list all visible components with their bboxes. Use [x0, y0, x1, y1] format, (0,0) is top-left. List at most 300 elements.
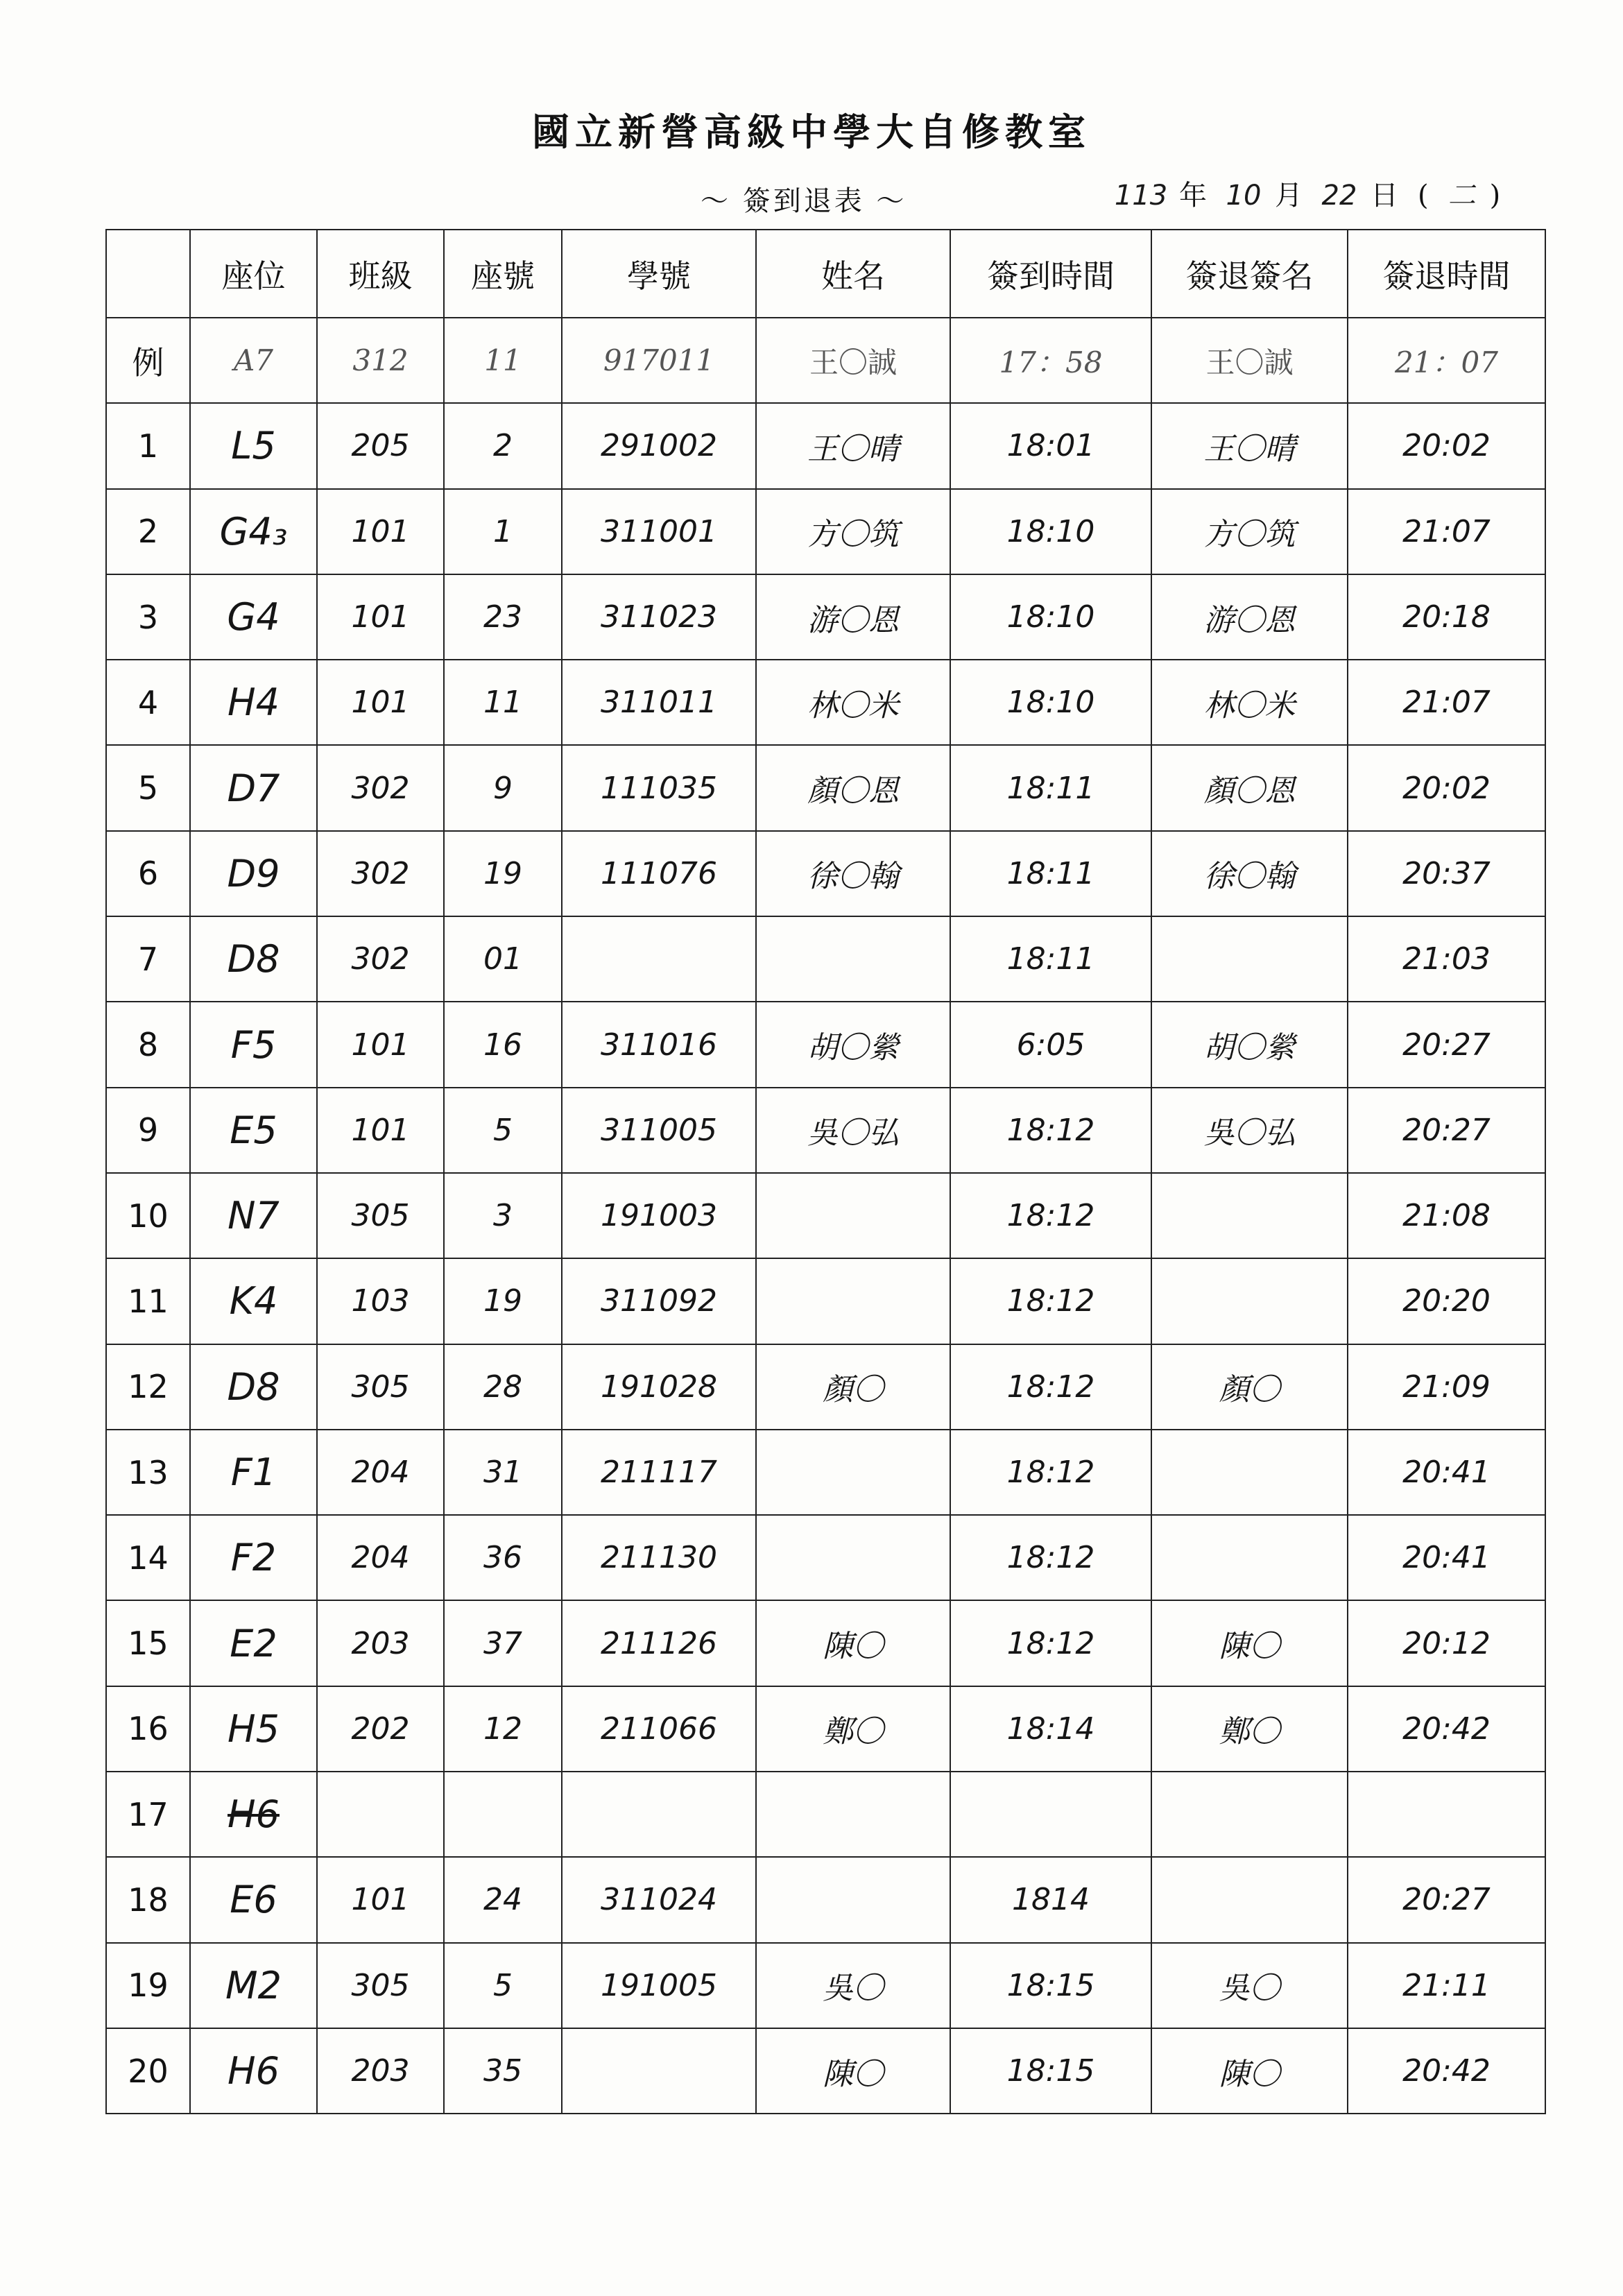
sign-out-time-cell-text: 20:42 — [1402, 1711, 1491, 1747]
date-month-unit: 月 — [1275, 180, 1303, 212]
sign-out-time-cell-text: 21:11 — [1402, 1967, 1491, 2003]
class-cell — [317, 745, 444, 830]
sign-in-time-cell-text: 18:12 — [1006, 1112, 1095, 1148]
sign-in-time-cell — [950, 916, 1151, 1002]
seat-cell — [190, 745, 317, 830]
seat-cell — [190, 1344, 317, 1430]
sign-in-time-cell-text: 18:12 — [1006, 1455, 1095, 1490]
class-cell — [317, 1686, 444, 1772]
seat-no-cell-text: 01 — [483, 941, 522, 977]
student-id-cell-text: 311023 — [601, 599, 717, 635]
class-cell — [317, 1772, 444, 1857]
seat-no-cell-text: 31 — [483, 1455, 522, 1490]
sign-out-signature-cell-text: 顏〇恩 — [1203, 773, 1296, 809]
class-cell-text: 101 — [351, 1112, 410, 1148]
table-row — [106, 831, 1545, 916]
table-header-row — [106, 230, 1545, 318]
seat-cell-text: H5 — [227, 1706, 280, 1751]
student-id-cell-text: 311092 — [601, 1283, 717, 1319]
row-number-text: 3 — [137, 598, 159, 636]
header-index — [106, 230, 190, 318]
sign-out-time-cell — [1348, 574, 1545, 660]
seat-no-cell-text: 35 — [483, 2053, 522, 2089]
class-cell — [317, 1258, 444, 1344]
sign-out-signature-cell-text: 吳〇弘 — [1203, 1115, 1296, 1151]
seat-no-cell-text: 1 — [493, 513, 513, 549]
row-number — [106, 1772, 190, 1857]
row-number-text: 12 — [128, 1368, 169, 1406]
sign-in-time-cell-text: 6:05 — [1016, 1027, 1085, 1063]
seat-no-cell — [444, 1686, 562, 1772]
table-row — [106, 403, 1545, 488]
example-seat-no: 11 — [444, 318, 562, 403]
table-row — [106, 1857, 1545, 1942]
student-id-cell-text: 111035 — [601, 770, 717, 806]
student-id-cell — [562, 1258, 756, 1344]
table-row — [106, 745, 1545, 830]
seat-cell-text: D8 — [227, 937, 280, 982]
row-number-text: 14 — [128, 1539, 169, 1577]
sign-in-time-cell-text: 18:12 — [1006, 1283, 1095, 1319]
seat-cell — [190, 1686, 317, 1772]
seat-no-cell — [444, 1258, 562, 1344]
sign-in-time-cell — [950, 1258, 1151, 1344]
student-id-cell — [562, 1857, 756, 1942]
seat-no-cell-text: 19 — [483, 855, 522, 891]
seat-cell — [190, 1857, 317, 1942]
sheet-subtitle: ～ 簽到退表 ～ — [701, 185, 907, 217]
class-cell — [317, 489, 444, 574]
row-number — [106, 660, 190, 745]
class-cell-text: 202 — [351, 1711, 410, 1747]
sign-in-time-cell — [950, 1515, 1151, 1600]
name-cell — [756, 1173, 950, 1258]
seat-cell-text: E2 — [230, 1621, 277, 1665]
header-sign-out-time: 簽退時間 — [1348, 230, 1545, 318]
seat-no-cell — [444, 1173, 562, 1258]
seat-no-cell — [444, 1857, 562, 1942]
sign-in-time-cell — [950, 831, 1151, 916]
seat-cell — [190, 489, 317, 574]
student-id-cell-text: 211066 — [601, 1711, 717, 1747]
row-number — [106, 1088, 190, 1173]
sign-in-time-cell — [950, 1430, 1151, 1515]
seat-cell-text: D8 — [227, 1364, 280, 1409]
example-student-id: 917011 — [562, 318, 756, 403]
row-number-text: 8 — [137, 1026, 159, 1064]
row-number-text: 17 — [128, 1795, 169, 1833]
seat-cell-text: H6 — [227, 1792, 280, 1837]
class-cell-text: 203 — [351, 2053, 410, 2089]
row-number-text: 20 — [128, 2052, 169, 2090]
seat-no-cell — [444, 745, 562, 830]
row-number — [106, 403, 190, 488]
table-row — [106, 1173, 1545, 1258]
sign-in-time-cell-text: 18:12 — [1006, 1625, 1095, 1661]
seat-no-cell — [444, 1088, 562, 1173]
sign-out-signature-cell — [1151, 1344, 1348, 1430]
sign-out-signature-cell-text: 王〇晴 — [1203, 431, 1296, 467]
sign-in-time-cell-text: 18:11 — [1006, 941, 1095, 977]
sign-out-signature-cell — [1151, 660, 1348, 745]
sign-out-signature-cell-text: 胡〇縈 — [1203, 1030, 1296, 1066]
header-sign-in-time: 簽到時間 — [950, 230, 1151, 318]
sign-out-signature-cell — [1151, 1857, 1348, 1942]
student-id-cell-text: 311001 — [601, 513, 717, 549]
example-sign-out: 21：07 — [1348, 318, 1545, 403]
row-number-text: 16 — [128, 1710, 169, 1748]
seat-cell-text: G4₃ — [219, 509, 288, 554]
name-cell-text: 陳〇 — [823, 1629, 884, 1665]
sign-in-time-cell — [950, 1943, 1151, 2028]
date-weekday: 二 — [1448, 180, 1476, 212]
name-cell-text: 陳〇 — [823, 2056, 884, 2092]
date-year-unit: 年 — [1179, 180, 1207, 212]
sign-in-time-cell — [950, 745, 1151, 830]
class-cell — [317, 1002, 444, 1087]
sign-in-time-cell — [950, 1600, 1151, 1686]
name-cell — [756, 1344, 950, 1430]
row-number — [106, 1515, 190, 1600]
table-row — [106, 1515, 1545, 1600]
seat-no-cell-text: 2 — [493, 428, 513, 464]
sign-out-signature-cell — [1151, 1943, 1348, 2028]
sign-out-time-cell — [1348, 831, 1545, 916]
seat-no-cell-text: 9 — [493, 770, 513, 806]
sign-out-signature-cell — [1151, 916, 1348, 1002]
table-row — [106, 489, 1545, 574]
table-row — [106, 2028, 1545, 2114]
sign-out-signature-cell-text: 吳〇 — [1219, 1971, 1280, 2007]
seat-no-cell-text: 12 — [483, 1711, 522, 1747]
row-number-text: 1 — [137, 427, 159, 465]
sign-in-time-cell-text: 18:12 — [1006, 1369, 1095, 1405]
class-cell-text: 203 — [351, 1625, 410, 1661]
seat-cell-text: F1 — [230, 1450, 277, 1494]
row-number — [106, 2028, 190, 2114]
name-cell — [756, 1515, 950, 1600]
row-number — [106, 489, 190, 574]
sign-out-time-cell — [1348, 1344, 1545, 1430]
header-seat: 座位 — [190, 230, 317, 318]
student-id-cell-text: 191005 — [601, 1967, 717, 2003]
row-number — [106, 916, 190, 1002]
sign-out-signature-cell-text: 游〇恩 — [1203, 602, 1296, 638]
sign-out-time-cell — [1348, 660, 1545, 745]
class-cell-text: 302 — [351, 941, 410, 977]
sign-out-signature-cell-text: 顏〇 — [1219, 1372, 1280, 1408]
class-cell-text: 205 — [351, 428, 410, 464]
name-cell — [756, 1943, 950, 2028]
row-number — [106, 745, 190, 830]
row-number — [106, 1344, 190, 1430]
sign-in-time-cell-text: 18:11 — [1006, 770, 1095, 806]
sign-out-time-cell — [1348, 916, 1545, 1002]
seat-cell — [190, 1088, 317, 1173]
row-number — [106, 1258, 190, 1344]
table-row — [106, 1772, 1545, 1857]
name-cell-text: 吳〇 — [823, 1971, 884, 2007]
sign-out-signature-cell — [1151, 745, 1348, 830]
sign-out-signature-cell — [1151, 1002, 1348, 1087]
sign-in-time-cell-text: 18:10 — [1006, 685, 1095, 721]
sign-out-time-cell-text: 20:41 — [1402, 1455, 1491, 1490]
seat-cell-text: F5 — [230, 1022, 277, 1067]
sign-out-signature-cell — [1151, 403, 1348, 488]
sign-in-time-cell — [950, 1088, 1151, 1173]
name-cell — [756, 831, 950, 916]
student-id-cell — [562, 745, 756, 830]
seat-cell — [190, 831, 317, 916]
seat-no-cell-text: 37 — [483, 1625, 522, 1661]
sign-out-time-cell-text: 20:02 — [1402, 770, 1491, 806]
student-id-cell — [562, 1515, 756, 1600]
seat-no-cell-text: 19 — [483, 1283, 522, 1319]
sign-out-signature-cell-text: 徐〇翰 — [1203, 859, 1296, 895]
student-id-cell — [562, 1173, 756, 1258]
row-number-text: 18 — [128, 1881, 169, 1919]
class-cell-text: 204 — [351, 1455, 410, 1490]
name-cell — [756, 1088, 950, 1173]
sign-out-time-cell — [1348, 1857, 1545, 1942]
class-cell — [317, 403, 444, 488]
student-id-cell-text: 191003 — [601, 1198, 717, 1234]
student-id-cell-text: 311024 — [601, 1882, 717, 1918]
name-cell-text: 方〇筑 — [807, 517, 899, 553]
seat-no-cell-text: 16 — [483, 1027, 522, 1063]
sign-out-signature-cell — [1151, 1430, 1348, 1515]
sign-out-signature-cell-text: 陳〇 — [1219, 2056, 1280, 2092]
sign-in-time-cell-text: 18:12 — [1006, 1198, 1095, 1234]
student-id-cell — [562, 1943, 756, 2028]
student-id-cell — [562, 1344, 756, 1430]
date-month: 10 — [1226, 180, 1262, 212]
seat-cell-text: M2 — [225, 1963, 282, 2007]
seat-no-cell — [444, 1002, 562, 1087]
row-number — [106, 1002, 190, 1087]
name-cell — [756, 1857, 950, 1942]
row-number-text: 13 — [128, 1453, 169, 1491]
sign-out-time-cell-text: 21:09 — [1402, 1369, 1491, 1405]
sign-in-time-cell — [950, 489, 1151, 574]
example-seat: A7 — [190, 318, 317, 403]
student-id-cell — [562, 1686, 756, 1772]
name-cell — [756, 660, 950, 745]
sign-in-time-cell-text: 18:14 — [1006, 1711, 1095, 1747]
table-row — [106, 1344, 1545, 1430]
sign-in-time-cell — [950, 1002, 1151, 1087]
class-cell — [317, 1344, 444, 1430]
sign-out-time-cell — [1348, 489, 1545, 574]
sign-in-time-cell-text: 18:12 — [1006, 1540, 1095, 1576]
seat-cell — [190, 1258, 317, 1344]
seat-cell-text: E5 — [230, 1108, 277, 1152]
sign-out-signature-cell — [1151, 1088, 1348, 1173]
student-id-cell-text: 311011 — [601, 685, 717, 721]
student-id-cell — [562, 403, 756, 488]
name-cell — [756, 1002, 950, 1087]
class-cell-text: 305 — [351, 1369, 410, 1405]
sign-out-signature-cell-text: 鄭〇 — [1219, 1714, 1280, 1750]
seat-cell-text: G4 — [227, 595, 280, 640]
seat-no-cell-text: 28 — [483, 1369, 522, 1405]
row-number-text: 5 — [137, 769, 159, 807]
sign-out-time-cell-text: 20:02 — [1402, 428, 1491, 464]
sign-in-time-cell-text: 18:11 — [1006, 855, 1095, 891]
sign-out-time-cell — [1348, 1088, 1545, 1173]
table-row — [106, 574, 1545, 660]
sign-out-time-cell-text: 20:27 — [1402, 1112, 1491, 1148]
sign-out-signature-cell — [1151, 1772, 1348, 1857]
class-cell — [317, 2028, 444, 2114]
seat-cell — [190, 1600, 317, 1686]
student-id-cell-text: 311005 — [601, 1112, 717, 1148]
seat-cell — [190, 1515, 317, 1600]
sign-out-time-cell — [1348, 1515, 1545, 1600]
seat-no-cell — [444, 831, 562, 916]
seat-no-cell — [444, 489, 562, 574]
name-cell — [756, 1772, 950, 1857]
student-id-cell — [562, 831, 756, 916]
student-id-cell — [562, 2028, 756, 2114]
class-cell — [317, 574, 444, 660]
example-sign-in: 17：58 — [950, 318, 1151, 403]
seat-cell-text: D9 — [227, 851, 280, 896]
sign-out-time-cell-text: 20:42 — [1402, 2053, 1491, 2089]
sign-in-time-cell — [950, 1686, 1151, 1772]
table-row — [106, 1943, 1545, 2028]
row-number — [106, 1857, 190, 1942]
name-cell-text: 顏〇恩 — [807, 773, 899, 809]
class-cell-text: 302 — [351, 770, 410, 806]
name-cell — [756, 574, 950, 660]
date-day: 22 — [1321, 180, 1357, 212]
sign-out-signature-cell-text: 林〇米 — [1203, 687, 1296, 723]
seat-no-cell — [444, 1344, 562, 1430]
sign-in-time-cell — [950, 1344, 1151, 1430]
student-id-cell — [562, 489, 756, 574]
class-cell-text: 101 — [351, 513, 410, 549]
name-cell-text: 林〇米 — [807, 687, 899, 723]
header-seat-no: 座號 — [444, 230, 562, 318]
class-cell-text: 302 — [351, 855, 410, 891]
sign-out-time-cell — [1348, 1943, 1545, 2028]
sign-out-time-cell-text: 20:41 — [1402, 1540, 1491, 1576]
name-cell — [756, 489, 950, 574]
sign-out-signature-cell — [1151, 489, 1348, 574]
student-id-cell-text: 211130 — [601, 1540, 717, 1576]
name-cell-text: 徐〇翰 — [807, 859, 899, 895]
name-cell — [756, 1258, 950, 1344]
seat-no-cell-text: 5 — [493, 1112, 513, 1148]
attendance-table — [105, 229, 1546, 2114]
row-number-text: 2 — [137, 513, 159, 551]
name-cell — [756, 1600, 950, 1686]
sign-out-time-cell — [1348, 745, 1545, 830]
class-cell — [317, 1430, 444, 1515]
seat-no-cell — [444, 2028, 562, 2114]
seat-cell — [190, 403, 317, 488]
sign-in-time-cell-text: 1814 — [1012, 1882, 1090, 1918]
example-label: 例 — [106, 318, 190, 403]
row-number — [106, 1600, 190, 1686]
sign-in-time-cell — [950, 403, 1151, 488]
seat-no-cell — [444, 1430, 562, 1515]
class-cell — [317, 1600, 444, 1686]
seat-cell-text: E6 — [230, 1878, 277, 1922]
sign-out-time-cell-text: 21:07 — [1402, 685, 1491, 721]
sign-out-time-cell-text: 21:08 — [1402, 1198, 1491, 1234]
class-cell — [317, 916, 444, 1002]
sign-out-time-cell-text: 20:20 — [1402, 1283, 1491, 1319]
table-row — [106, 916, 1545, 1002]
class-cell-text: 305 — [351, 1198, 410, 1234]
seat-cell-text: D7 — [227, 766, 280, 810]
sign-in-time-cell-text: 18:10 — [1006, 599, 1095, 635]
sign-out-time-cell — [1348, 1173, 1545, 1258]
student-id-cell — [562, 916, 756, 1002]
class-cell — [317, 660, 444, 745]
seat-no-cell — [444, 660, 562, 745]
seat-cell-text: H4 — [227, 680, 280, 725]
table-row — [106, 1088, 1545, 1173]
date-day-unit: 日 — [1371, 180, 1398, 212]
class-cell-text: 305 — [351, 1967, 410, 2003]
student-id-cell-text: 311016 — [601, 1027, 717, 1063]
class-cell-text: 101 — [351, 1882, 410, 1918]
sign-out-time-cell-text: 21:07 — [1402, 513, 1491, 549]
sign-out-signature-cell — [1151, 1515, 1348, 1600]
sign-out-signature-cell-text: 方〇筑 — [1203, 517, 1296, 553]
seat-cell — [190, 1430, 317, 1515]
seat-no-cell — [444, 574, 562, 660]
header-class: 班級 — [317, 230, 444, 318]
name-cell — [756, 1686, 950, 1772]
class-cell — [317, 1943, 444, 2028]
student-id-cell-text: 211126 — [601, 1625, 717, 1661]
example-sign-out-name: 王〇誠 — [1151, 318, 1348, 403]
example-class: 312 — [317, 318, 444, 403]
seat-cell-text: H6 — [227, 2049, 280, 2093]
seat-no-cell-text: 5 — [493, 1967, 513, 2003]
seat-cell — [190, 660, 317, 745]
row-number — [106, 574, 190, 660]
student-id-cell-text: 191028 — [601, 1369, 717, 1405]
student-id-cell — [562, 660, 756, 745]
sign-in-time-cell — [950, 1772, 1151, 1857]
sign-in-time-cell — [950, 1173, 1151, 1258]
class-cell-text: 101 — [351, 685, 410, 721]
sign-out-time-cell-text: 20:27 — [1402, 1882, 1491, 1918]
seat-no-cell-text: 36 — [483, 1540, 522, 1576]
seat-no-cell — [444, 1515, 562, 1600]
table-row — [106, 1600, 1545, 1686]
class-cell-text: 101 — [351, 1027, 410, 1063]
sign-out-signature-cell — [1151, 1686, 1348, 1772]
seat-cell — [190, 1943, 317, 2028]
sign-out-signature-cell — [1151, 831, 1348, 916]
sign-in-time-cell — [950, 574, 1151, 660]
page-title: 國立新營高級中學大自修教室 — [532, 110, 1091, 154]
header-student-id: 學號 — [562, 230, 756, 318]
class-cell — [317, 1515, 444, 1600]
sign-out-time-cell — [1348, 403, 1545, 488]
sign-in-time-cell — [950, 660, 1151, 745]
sign-in-time-cell — [950, 2028, 1151, 2114]
row-number-text: 10 — [128, 1197, 169, 1235]
seat-cell — [190, 1173, 317, 1258]
row-number-text: 6 — [137, 855, 159, 893]
